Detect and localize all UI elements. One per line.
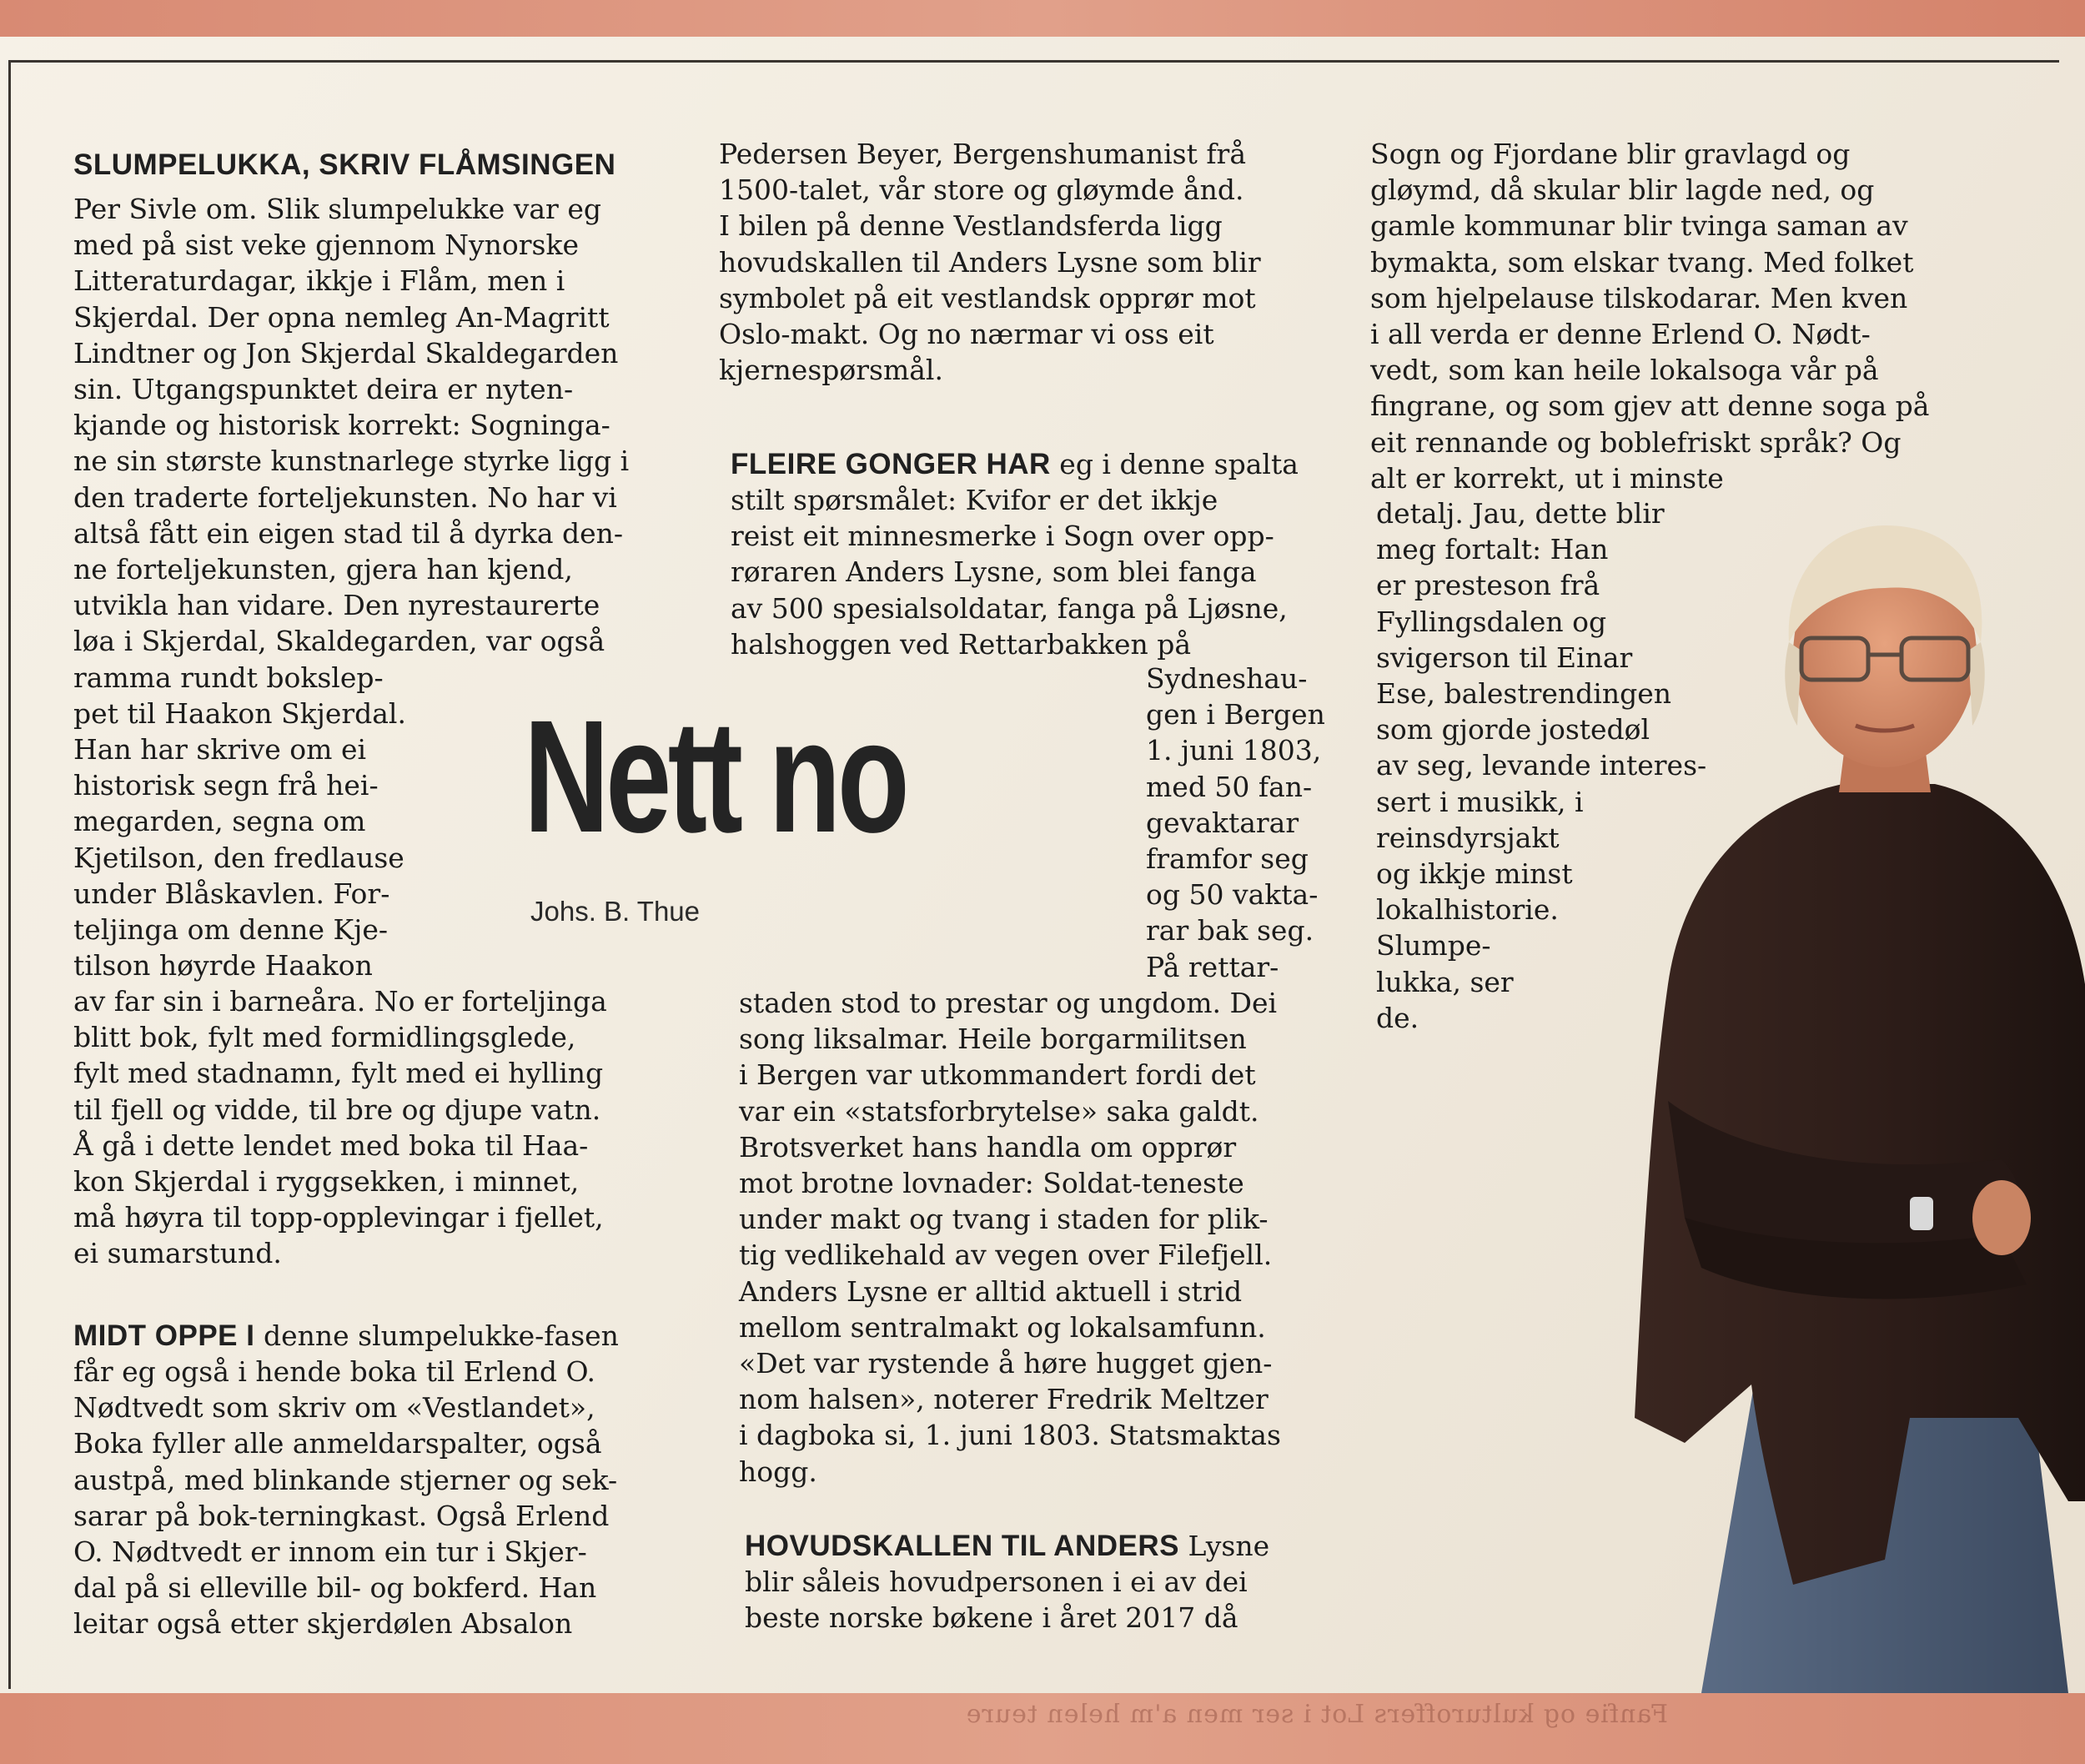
col1-paragraph-1-narrow: Han har skrive om ei historisk segn frå hei- megarden, segna om Kjetilson, den fredlause under Blåskavlen. For- teljinga om denne Kje- tilson høyrde Haakon bbox=[73, 733, 404, 983]
col3-paragraph-1-narrow: detalj. Jau, dette blir meg fortalt: Han er presteson frå Fyllingsdalen og svigerson til Einar Ese, balestrendingen som gjorde jostedøl av seg, levande interes- sert i musikk, i reinsdyrsjakt og ikkje minst lokalhistorie. Slumpe- lukka, ser de. bbox=[1376, 497, 1707, 1034]
col3-paragraph-1: Sogn og Fjordane blir gravlagd og gløymd, då skular blir lagde ned, og gamle kommunar blir tvinga saman av bymakta, som elskar tvang. Med folket som hjelpelause tilskodarar. Men kven i all verda er denne Erlend O. Nødt- vedt, som kan heile lokalsoga vår på fingrane, og som gjev att denne soga på eit rennande og boblefriskt språk? Og alt er korrekt, ut i minste bbox=[1370, 138, 1930, 495]
kicker-hovudskallen: HOVUDSKALLEN TIL ANDERS bbox=[745, 1530, 1179, 1562]
col1-paragraph-2-first-line: MIDT OPPE I denne slumpelukke-fasen bbox=[73, 1319, 619, 1352]
kicker-midt-oppe: MIDT OPPE I bbox=[73, 1319, 255, 1352]
col2-paragraph-3-first-line: HOVUDSKALLEN TIL ANDERS Lysne bbox=[745, 1530, 1270, 1562]
col2-paragraph-2-first-line: FLEIRE GONGER HAR eg i denne spalta bbox=[731, 448, 1299, 480]
col2-paragraph-2-cont: staden stod to prestar og ungdom. Dei song liksalmar. Heile borgarmilitsen i Bergen var utkommandert fordi det var ein «statsforbrytelse» saka galdt. Brotsverket hans handla om opprør mot brotne lovnader: Soldat-teneste under makt og tvang i staden for plik- tig vedlikehald av vegen over Filefjell. Anders Lysne er alltid aktuell i strid mellom sentralmakt og lokalsamfunn. «Det var rystende å høre hugget gjen- nom halsen», noterer Fredrik Meltzer i dagboka si, 1. juni 1803. Statsmaktas hogg. bbox=[739, 987, 1281, 1488]
col1-paragraph-1: Per Sivle om. Slik slumpelukke var eg med på sist veke gjennom Nynorske Litteraturdagar, ikkje i Flåm, men i Skjerdal. Der opna nemleg An-Magritt Lindtner og Jon Skjerdal Skaldegarden sin. Utgangspunktet deira er nyten- kjande og historisk korrekt: Sogninga- ne sin største kunstnarlege styrke ligg i den traderte forteljekunsten. No har vi altså fått ein eigen stad til å dyrka den- ne forteljekunsten, gjera han kjend, utvikla han vidare. Den nyrestaurerte løa i Skjerdal, Skaldegarden, var også ramma rundt bokslep- pet til Haakon Skjerdal. bbox=[73, 193, 630, 730]
kicker-fleire-gonger: FLEIRE GONGER HAR bbox=[731, 448, 1051, 480]
author-portrait bbox=[1635, 517, 2085, 1693]
show-through-text: Fanfie og kulturoffers Lot i ser men a'm helen teure bbox=[965, 1700, 1668, 1729]
col1-paragraph-2: får eg også i hende boka til Erlend O. Nødtvedt som skriv om «Vestlandet», Boka fyller alle anmeldarspalter, også austpå, med blinkande stjerner og sek- sarar på bok-terningkast. Også Erlend O. Nødtvedt er innom ein tur i Skjer- dal på si elleville bil- og bokferd. Han leitar også etter skjerdølen Absalon bbox=[73, 1355, 618, 1641]
col2-paragraph-3: blir såleis hovudpersonen i ei av dei beste norske bøkene i året 2017 då bbox=[745, 1565, 1248, 1635]
headline: Nett no bbox=[524, 686, 907, 866]
byline: Johs. B. Thue bbox=[530, 896, 701, 927]
kicker-slumpelukka: SLUMPELUKKA, SKRIV FLÅMSINGEN bbox=[73, 148, 616, 181]
wristwatch-icon bbox=[1910, 1197, 1933, 1230]
col2-paragraph-1: Pedersen Beyer, Bergenshumanist frå 1500-talet, vår store og gløymde ånd. I bilen på denne Vestlandsferda ligg hovudskallen til Anders Lysne som blir symbolet på eit vestlandsk opprør mot Oslo-makt. Og no nærmar vi oss eit kjernespørsmål. bbox=[719, 138, 1261, 387]
col2-paragraph-2-narrow: Sydneshau- gen i Bergen 1. juni 1803, med 50 fan- gevaktarar framfor seg og 50 vakta- rar bak seg. På rettar- bbox=[1146, 662, 1325, 983]
col2-paragraph-2: stilt spørsmålet: Kvifor er det ikkje reist eit minnesmerke i Sogn over opp- røraren Anders Lysne, som blei fanga av 500 spesialsoldatar, fanga på Ljøsne, halshoggen ved Rettarbakken på bbox=[731, 484, 1288, 661]
col1-paragraph-1-end: av far sin i barneåra. No er forteljinga blitt bok, fylt med formidlingsglede, fylt med stadnamn, fylt med ei hylling til fjell og vidde, til bre og djupe vatn. Å gå i dette lendet med boka til Haa- kon Skjerdal i ryggsekken, i minnet, må høyra til topp-opplevingar i fjellet, ei sumarstund. bbox=[73, 985, 607, 1270]
top-color-band bbox=[0, 0, 2085, 37]
